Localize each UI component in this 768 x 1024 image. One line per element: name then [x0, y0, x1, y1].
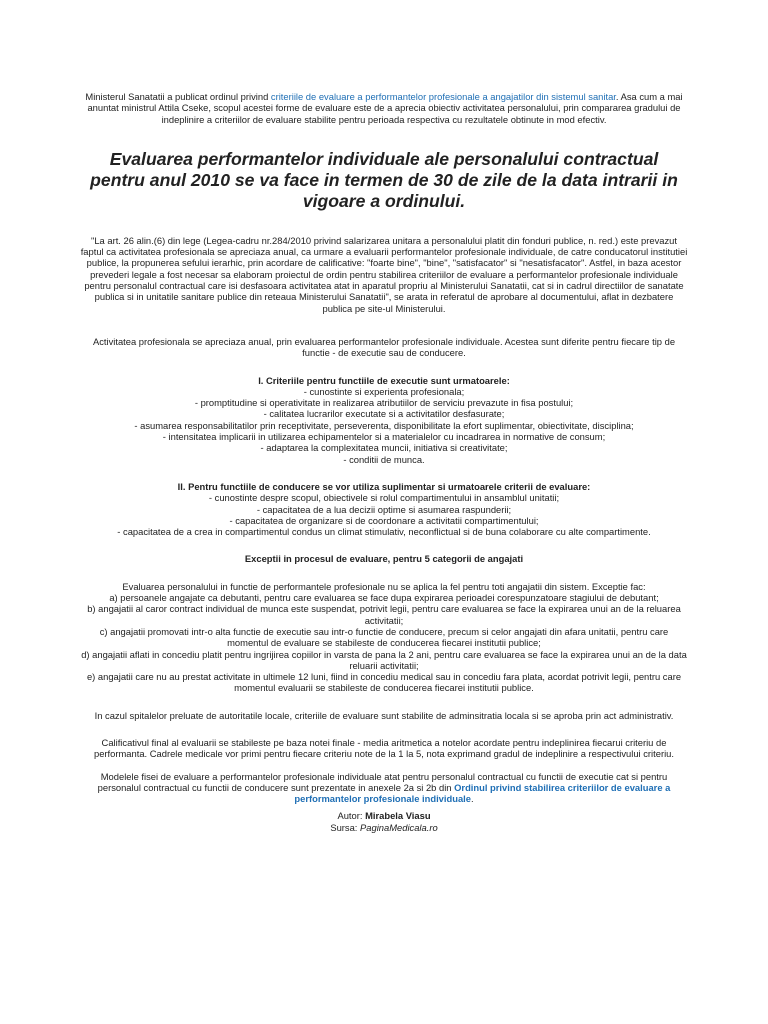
- list-item: e) angajatii care nu au prestat activitate in ultimele 12 luni, fiind in concediu medical sau in concediu fara plata, acordat potrivit legii, pentru care momentul evaluarii se stabileste de conducerea fiecarei institutii publice.: [86, 671, 682, 694]
- list-item: d) angajatii aflati in concediu platit pentru ingrijirea copiilor in varsta de pana la 2 ani, pentru care evaluarea se face la expirarea unui an de la data reluarii activitatii;: [81, 648, 687, 671]
- exceptions-heading: Exceptii in procesul de evaluare, pentru 5 categorii de angajati: [244, 553, 524, 565]
- author-label: Autor:: [337, 810, 366, 822]
- models-paragraph: [80, 771, 688, 805]
- quote-paragraph: "La art. 26 alin.(6) din lege (Legea-cadru nr.284/2010 privind salarizarea unitara a personalului platit din fonduri publice, n. red.) este prevazut faptul ca activitatea profesionala se apreciaza anual, ca urmare a evaluarii performantelor profesionale individuale, de catre conducatorul institutiei publice, la propunerea sefului ierarhic, prin acordare de calificative: "foarte bine", "bine", "satisfacator" si "nesatisfacator". Astfel, in baza acestor prevederi legale a fost necesar sa elaboram proiectul de ordin pentru stabilirea criteriilor de evaluare a performantelor profesionale individuale pentru personalul contractual care isi desfasoara activitatea atat in aparatul propriu al Ministerului Sanatatii, cat si in cadrul directiilor de sanatate publica si in unitatile sanitare publice din reteaua Ministerului Sanatatii", se arata in referatul de aprobare al documentului, aflat in dezbatere publica pe site-ul Ministerului.: [80, 234, 688, 314]
- list-item: - cunostinte despre scopul, obiectivele si rolul compartimentului in ansamblul unitatii;: [208, 492, 560, 504]
- list-item: - conditii de munca.: [343, 453, 425, 465]
- activity-paragraph: Activitatea profesionala se apreciaza anual, prin evaluarea performantelor profesionale individuale. Acestea sunt diferite pentru fiecare tip de functie - de executie sau de conducere.: [92, 335, 676, 359]
- criteria-link[interactable]: criteriile de evaluare a performantelor profesionale a angajatilor din sistemul sanitar: [270, 91, 616, 102]
- hospitals-paragraph: In cazul spitalelor preluate de autoritatile locale, criteriile de evaluare sunt stabilite de adminsitratia locala si se aproba prin act administrativ.: [94, 709, 674, 721]
- list-item: c) angajatii promovati intr-o alta functie de executie sau intr-o functie de conducere, precum si celor angajati din afara unitatii, pentru care momentul de evaluare se stabileste de conducerea fiecarei institutii publice;: [99, 625, 669, 649]
- execution-criteria-heading: I. Criteriile pentru functiile de executie sunt urmatoarele:: [258, 374, 510, 386]
- author-name: Mirabela Viasu: [365, 810, 431, 822]
- exceptions-section: [80, 581, 688, 694]
- list-item: - adaptarea la complexitatea muncii, initiativa si creativitate;: [260, 442, 508, 454]
- source-name: PaginaMedicala.ro: [360, 821, 438, 833]
- list-item: a) persoanele angajate ca debutanti, pentru care evaluarea se face dupa expirarea perioadei corespunzatoare stagiului de debutant;: [109, 592, 659, 604]
- final-grade-paragraph: Calificativul final al evaluarii se stabileste pe baza notei finale - media aritmetica a notelor acordate pentru indeplinirea fiecarui criteriu de performanta. Cadrele medicale vor primi pentru fiecare criteriu note de la 1 la 5, nota exprimand gradul de indeplinire a respectivului criteriu.: [94, 736, 674, 760]
- intro-text-end: . Asa cum a mai anuntat ministrul Attila Cseke, scopul acestei forme de evaluare este de a aprecia obiectiv activitatea personalului, prin compararea gradului de indeplinire a criteriilor de evaluare stabilite pentru perioada respectiva cu rezultatele obtinute in mod efectiv.: [87, 91, 683, 125]
- intro-paragraph: [80, 91, 688, 125]
- list-item: - promptitudine si operativitate in realizarea atributiilor de serviciu prevazute in fisa postului;: [194, 397, 574, 409]
- list-item: b) angajatii al caror contract individual de munca este suspendat, potrivit legii, pentru care evaluarea se face la expirarea unui an de la reluarea activitatii;: [87, 603, 681, 626]
- list-item: - asumarea responsabilitatilor prin receptivitate, perseverenta, disponibilitate la efort suplimentar, obiectivitate, disciplina;: [134, 419, 634, 431]
- author-line: [80, 810, 688, 821]
- list-item: - capacitatea de a lua decizii optime si asumarea raspunderii;: [256, 503, 512, 515]
- article-body: [80, 91, 688, 833]
- list-item: - capacitatea de organizare si de coordonare a activitatii compartimentului;: [229, 514, 539, 526]
- list-item: - cunostinte si experienta profesionala;: [303, 385, 465, 397]
- exceptions-intro: Evaluarea personalului in functie de performantele profesionale nu se aplica la fel pentru toti angajatii din sistem. Exceptie fac:: [122, 580, 646, 592]
- source-label: Sursa:: [330, 821, 361, 833]
- management-criteria-heading: II. Pentru functiile de conducere se vor utiliza suplimentar si urmatoarele criterii de evaluare:: [177, 480, 591, 492]
- list-item: - capacitatea de a crea in compartimentul condus un climat stimulativ, neconflictual si de buna colaborare cu alte compartimente.: [117, 526, 651, 538]
- models-text-start: Modelele fisei de evaluare a performantelor profesionale individuale atat pentru personalul contractual cu functii de executie cat si pentru personalul contractual cu functii de conducere sunt prezentate in anexele 2a si 2b din: [97, 770, 668, 793]
- order-link[interactable]: Ordinul privind stabilirea criteriilor de evaluare a performantelor profesionale individuale: [294, 781, 671, 805]
- intro-text-start: Ministerul Sanatatii a publicat ordinul privind: [85, 91, 271, 102]
- article-title: Evaluarea performantelor individuale ale personalului contractual pentru anul 2010 se va face in termen de 30 de zile de la data intrarii in vigoare a ordinului.: [90, 148, 678, 211]
- source-line: [80, 822, 688, 833]
- execution-criteria-section: [80, 375, 688, 465]
- list-item: - intensitatea implicarii in utilizarea echipamentelor si a materialelor cu incadrarea in normative de consum;: [162, 431, 606, 443]
- list-item: - calitatea lucrarilor executate si a activitatilor desfasurate;: [263, 408, 505, 420]
- models-text-end: .: [471, 793, 474, 805]
- management-criteria-section: [80, 481, 688, 537]
